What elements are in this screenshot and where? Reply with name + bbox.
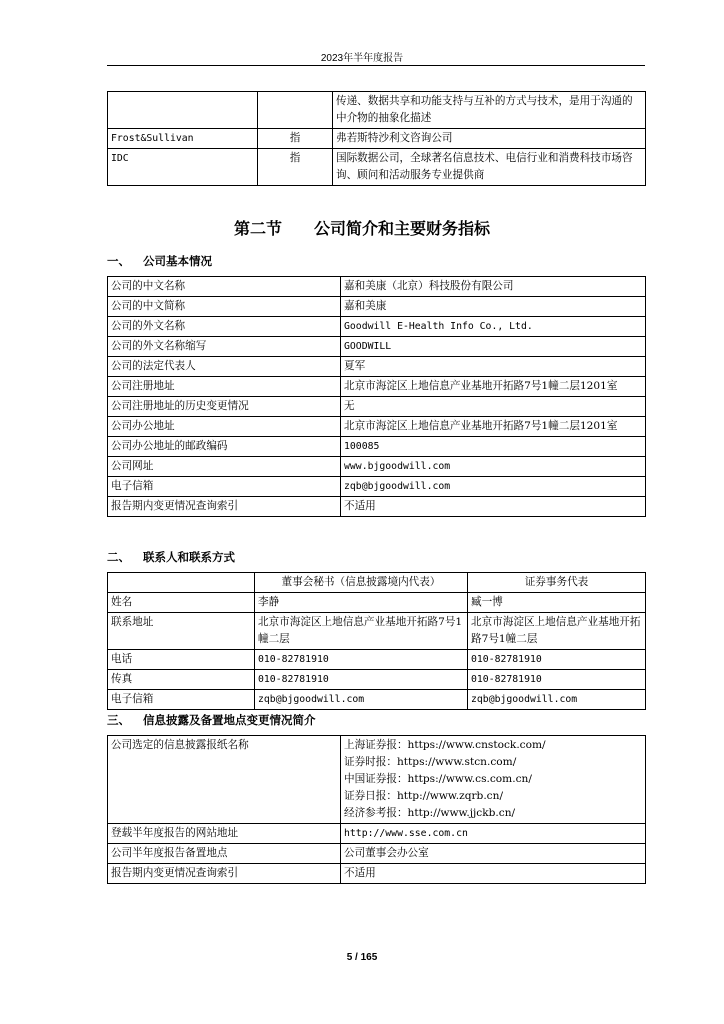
rep-value: 臧一博 <box>468 593 646 613</box>
table-row <box>108 317 646 337</box>
table-row <box>108 650 646 670</box>
row-label: 公司半年度报告备置地点 <box>108 844 341 864</box>
glossary-definition: 传递、数据共享和功能支持与互补的方式与技术，是用于沟通的中介物的抽象化描述 <box>333 92 646 129</box>
table-row <box>108 129 646 149</box>
row-value: 北京市海淀区上地信息产业基地开拓路7号1幢二层1201室 <box>341 417 646 437</box>
table-row <box>108 277 646 297</box>
table-row <box>108 736 646 824</box>
subsection-title: 联系人和联系方式 <box>143 552 235 564</box>
page-number: 5 / 165 <box>346 952 378 963</box>
row-label: 公司的中文名称 <box>108 277 341 297</box>
subsection-heading <box>107 712 316 728</box>
table-row <box>108 457 646 477</box>
row-value: 不适用 <box>341 864 646 884</box>
website-link[interactable]: http://www.sse.com.cn <box>341 824 646 844</box>
row-value: 北京市海淀区上地信息产业基地开拓路7号1幢二层1201室 <box>341 377 646 397</box>
subsection-heading <box>107 253 212 269</box>
secretary-value: 010-82781910 <box>255 650 468 670</box>
row-label: 公司的中文简称 <box>108 297 341 317</box>
glossary-means <box>258 92 333 129</box>
email-link[interactable]: zqb@bjgoodwill.com <box>341 477 646 497</box>
table-row <box>108 824 646 844</box>
row-label: 电话 <box>108 650 255 670</box>
glossary-definition: 弗若斯特沙利文咨询公司 <box>333 129 646 149</box>
table-header-row <box>108 573 646 593</box>
row-value: 嘉和美康（北京）科技股份有限公司 <box>341 277 646 297</box>
disclosure-table <box>107 735 646 884</box>
table-row <box>108 337 646 357</box>
subsection-number: 二、 <box>107 552 130 564</box>
table-row <box>108 497 646 517</box>
table-row <box>108 357 646 377</box>
email-link[interactable]: zqb@bjgoodwill.com <box>468 690 646 710</box>
row-label: 公司选定的信息披露报纸名称 <box>108 736 341 824</box>
rep-value: 010-82781910 <box>468 670 646 690</box>
row-value: 不适用 <box>341 497 646 517</box>
basic-info-table <box>107 276 646 517</box>
row-value: 100085 <box>341 437 646 457</box>
row-label: 公司的法定代表人 <box>108 357 341 377</box>
secretary-value: 李静 <box>255 593 468 613</box>
row-label: 公司注册地址 <box>108 377 341 397</box>
row-label: 传真 <box>108 670 255 690</box>
table-row <box>108 690 646 710</box>
subsection-heading <box>107 549 235 565</box>
table-row <box>108 417 646 437</box>
section-title: 第二节 公司简介和主要财务指标 <box>233 221 490 238</box>
row-value: 公司董事会办公室 <box>341 844 646 864</box>
subsection-number: 一、 <box>107 256 130 268</box>
row-label: 公司的外文名称缩写 <box>108 337 341 357</box>
row-label: 姓名 <box>108 593 255 613</box>
row-value: GOODWILL <box>341 337 646 357</box>
newspaper-item: 经济参考报：http://www.jjckb.cn/ <box>344 807 516 819</box>
glossary-term: IDC <box>108 149 258 186</box>
website-link[interactable]: www.bjgoodwill.com <box>341 457 646 477</box>
newspaper-list <box>341 736 646 824</box>
glossary-term: Frost&Sullivan <box>108 129 258 149</box>
table-row <box>108 613 646 650</box>
glossary-means: 指 <box>258 149 333 186</box>
report-header: 2023年半年度报告 <box>320 53 404 64</box>
table-row <box>108 92 646 129</box>
table-row <box>108 397 646 417</box>
table-row <box>108 864 646 884</box>
row-label: 电子信箱 <box>108 477 341 497</box>
table-row <box>108 377 646 397</box>
rep-value: 010-82781910 <box>468 650 646 670</box>
newspaper-item: 中国证券报：https://www.cs.com.cn/ <box>344 773 532 785</box>
row-label: 联系地址 <box>108 613 255 650</box>
secretary-value: 010-82781910 <box>255 670 468 690</box>
table-row <box>108 149 646 186</box>
newspaper-item: 证券日报：http://www.zqrb.cn/ <box>344 790 504 802</box>
glossary-term <box>108 92 258 129</box>
table-row <box>108 477 646 497</box>
row-label: 报告期内变更情况查询索引 <box>108 497 341 517</box>
header-divider <box>107 65 645 66</box>
row-label: 登载半年度报告的网站地址 <box>108 824 341 844</box>
glossary-means: 指 <box>258 129 333 149</box>
table-row <box>108 297 646 317</box>
row-label: 公司办公地址的邮政编码 <box>108 437 341 457</box>
newspaper-item: 上海证券报：https://www.cnstock.com/ <box>344 739 546 751</box>
glossary-definition: 国际数据公司，全球著名信息技术、电信行业和消费科技市场咨询、顾问和活动服务专业提供商 <box>333 149 646 186</box>
row-label: 公司的外文名称 <box>108 317 341 337</box>
header-cell: 证券事务代表 <box>468 573 646 593</box>
glossary-table <box>107 91 646 186</box>
row-label: 公司网址 <box>108 457 341 477</box>
table-row <box>108 593 646 613</box>
row-label: 电子信箱 <box>108 690 255 710</box>
row-label: 公司注册地址的历史变更情况 <box>108 397 341 417</box>
row-value: 嘉和美康 <box>341 297 646 317</box>
email-link[interactable]: zqb@bjgoodwill.com <box>255 690 468 710</box>
header-cell: 董事会秘书（信息披露境内代表） <box>255 573 468 593</box>
subsection-number: 三、 <box>107 715 130 727</box>
newspaper-item: 证券时报：https://www.stcn.com/ <box>344 756 517 768</box>
table-row <box>108 844 646 864</box>
row-value: 夏军 <box>341 357 646 377</box>
row-value: Goodwill E-Health Info Co., Ltd. <box>341 317 646 337</box>
row-label: 公司办公地址 <box>108 417 341 437</box>
subsection-title: 公司基本情况 <box>143 256 212 268</box>
table-row <box>108 437 646 457</box>
row-label: 报告期内变更情况查询索引 <box>108 864 341 884</box>
rep-value: 北京市海淀区上地信息产业基地开拓路7号1幢二层 <box>468 613 646 650</box>
header-cell <box>108 573 255 593</box>
contacts-table <box>107 572 646 710</box>
row-value: 无 <box>341 397 646 417</box>
table-row <box>108 670 646 690</box>
subsection-title: 信息披露及备置地点变更情况简介 <box>143 715 316 727</box>
secretary-value: 北京市海淀区上地信息产业基地开拓路7号1幢二层 <box>255 613 468 650</box>
